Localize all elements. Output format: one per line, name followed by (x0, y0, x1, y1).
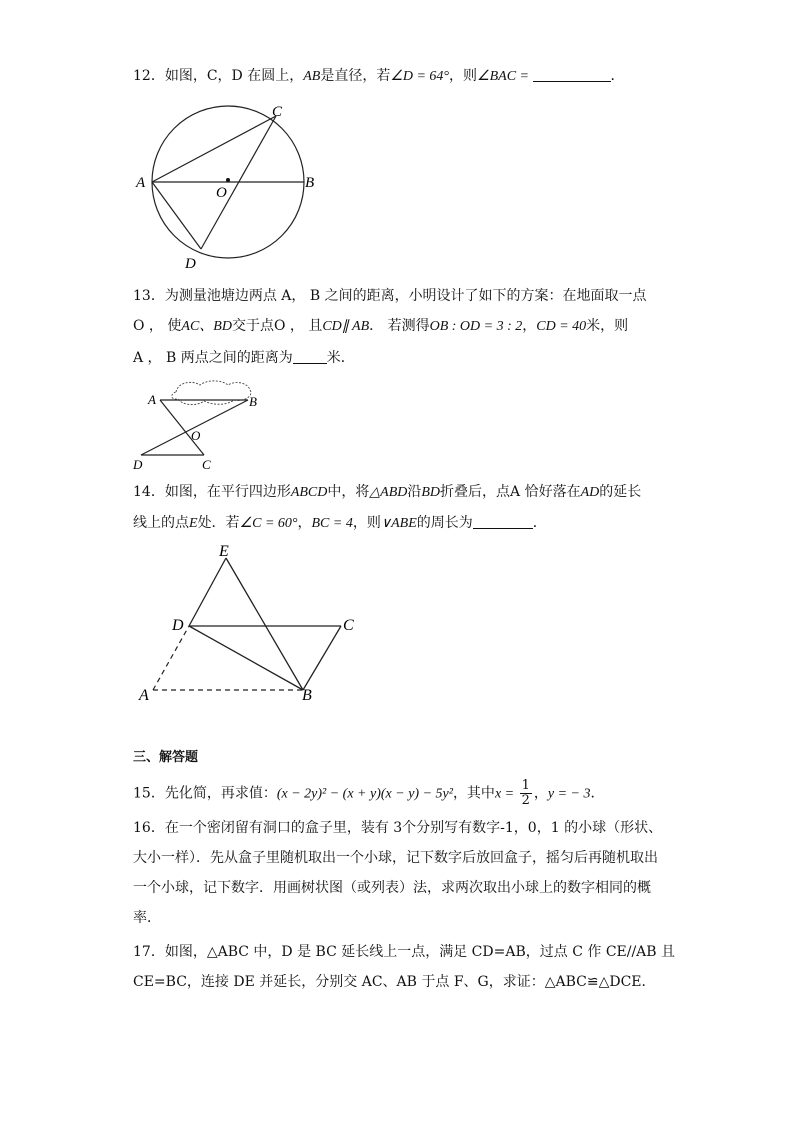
answer-blank-13[interactable] (293, 349, 327, 364)
question-13-line-3: A ， B 两点之间的距离为 米． (133, 350, 355, 366)
question-16-line-3: 一个小球，记下数字．用画树状图（或列表）法，求两次取出小球上的数字相同的概 (133, 880, 651, 896)
question-13-line-1: 13．为测量池塘边两点 A， B 之间的距离，小明设计了如下的方案：在地面取一点 (133, 288, 647, 304)
label-A: A (139, 687, 149, 704)
center-point-O (226, 178, 230, 182)
segment-DB (189, 626, 303, 690)
label-D: D (133, 457, 143, 472)
question-17-line-2: CE=BC，连接 DE 并延长，分别交 AC、AB 于点 F、G，求证：△ABC≌△DCE． (133, 974, 656, 990)
question-16-line-1: 16．在一个密闭留有洞口的盒子里，装有 3个分别写有数字-1，0，1 的小球（形状、 (133, 820, 663, 836)
dashed-segment-AD (153, 626, 189, 690)
label-E: E (219, 543, 229, 560)
label-C: C (202, 457, 211, 472)
segment-CB (303, 626, 341, 690)
label-C: C (343, 617, 354, 634)
label-D: D (172, 617, 184, 634)
question-13-line-2: O ， 使AC、BD交于点O ， 且CD∥ AB． 若测得OB : OD = 3 : 2，CD = 40米，则 (133, 318, 629, 334)
label-B: B (305, 175, 315, 191)
section-heading: 三、解答题 (133, 750, 199, 765)
question-15-text: 15．先化简，再求值：(x − 2y)² − (x + y)(x − y) − 5y²，其中x = $\frac{1}{2}$ ，y = − 3． (133, 778, 605, 808)
label-O: O (191, 428, 201, 443)
parallelogram-figure-14 (130, 540, 370, 710)
segment-EB (226, 558, 303, 690)
circle-figure-12 (128, 96, 328, 276)
answer-blank-12[interactable] (533, 67, 611, 82)
label-D: D (185, 256, 196, 272)
pond-figure-13 (130, 378, 260, 470)
answer-blank-14[interactable] (473, 514, 533, 529)
question-12-text: 12．如图，C，D 在圆上，AB是直径，若∠D = 64°，则∠BAC = ． (133, 68, 625, 84)
question-17-line-1: 17．如图，△ABC 中，D 是 BC 延长线上一点，满足 CD=AB，过点 C 作 CE//AB 且 (133, 944, 676, 960)
label-A: A (136, 175, 146, 191)
label-A: A (148, 392, 156, 407)
label-C: C (272, 104, 283, 120)
label-O: O (216, 185, 227, 201)
question-16-line-2: 大小一样）．先从盒子里随机取出一个小球，记下数字后放回盒子，摇匀后再随机取出 (133, 850, 658, 866)
fraction-one-half: $\frac{1}{2}$ (521, 778, 530, 808)
question-14-line-2: 线上的点E处．若∠C = 60°，BC = 4，则∨ABE的周长为 ． (133, 515, 547, 531)
label-B: B (249, 394, 257, 409)
label-B: B (302, 687, 312, 704)
pond-outline (172, 381, 251, 405)
segment-ED (189, 558, 226, 626)
question-14-line-1: 14．如图，在平行四边形ABCD中，将△ABD沿BD折叠后，点A 恰好落在AD的延长 (133, 484, 642, 500)
question-16-line-4: 率． (133, 910, 161, 926)
